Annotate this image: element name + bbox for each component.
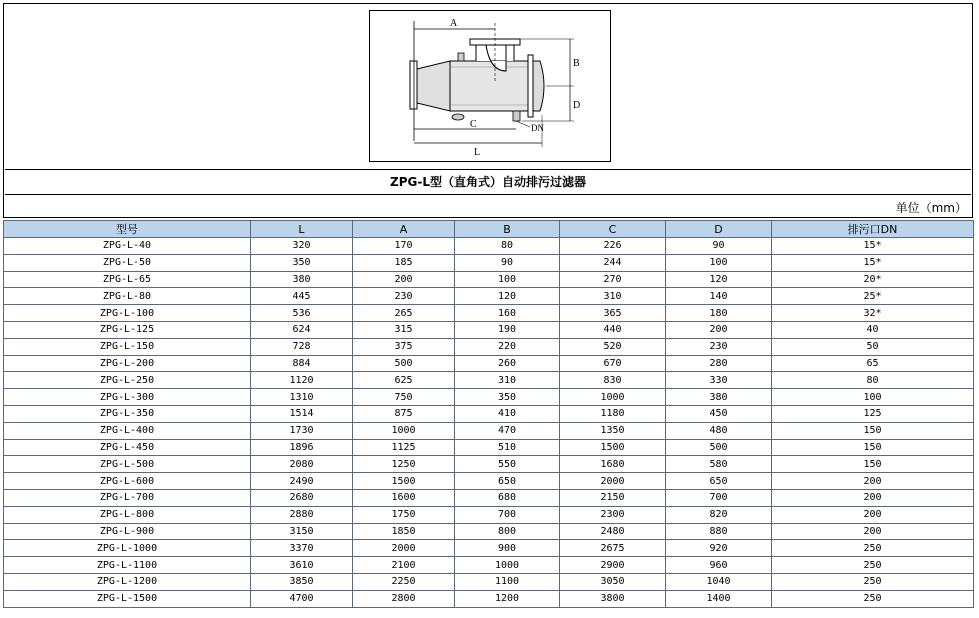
- table-cell: 2480: [560, 523, 666, 540]
- end-cap: [532, 61, 544, 111]
- table-cell: 2800: [353, 590, 455, 607]
- dim-l-label: L: [474, 147, 481, 158]
- table-row: [4, 355, 974, 372]
- table-cell: 250: [772, 540, 974, 557]
- model-cell: ZPG-L-200: [4, 355, 251, 372]
- table-cell: 100: [666, 254, 772, 271]
- table-cell: 230: [666, 338, 772, 355]
- end-flange: [528, 55, 533, 117]
- table-row: [4, 405, 974, 422]
- table-cell: 250: [772, 557, 974, 574]
- table-cell: 200: [772, 506, 974, 523]
- table-cell: 350: [251, 254, 353, 271]
- table-cell: 140: [666, 288, 772, 305]
- table-row: [4, 473, 974, 490]
- model-cell: ZPG-L-500: [4, 456, 251, 473]
- table-cell: 700: [455, 506, 560, 523]
- column-header: C: [560, 221, 666, 238]
- table-cell: 1680: [560, 456, 666, 473]
- table-cell: 4700: [251, 590, 353, 607]
- table-cell: 1350: [560, 422, 666, 439]
- table-cell: 1200: [455, 590, 560, 607]
- model-cell: ZPG-L-300: [4, 389, 251, 406]
- table-row: [4, 288, 974, 305]
- table-cell: 750: [353, 389, 455, 406]
- table-cell: 200: [772, 473, 974, 490]
- header-panel: [3, 3, 973, 218]
- table-cell: 470: [455, 422, 560, 439]
- inlet-flange: [410, 61, 417, 109]
- table-cell: 315: [353, 321, 455, 338]
- model-cell: ZPG-L-150: [4, 338, 251, 355]
- table-cell: 920: [666, 540, 772, 557]
- model-cell: ZPG-L-100: [4, 305, 251, 322]
- table-cell: 375: [353, 338, 455, 355]
- table-cell: 1896: [251, 439, 353, 456]
- table-cell: 410: [455, 405, 560, 422]
- dim-d-label: D: [573, 100, 581, 111]
- table-cell: 320: [251, 238, 353, 255]
- table-cell: 310: [560, 288, 666, 305]
- table-row: [4, 506, 974, 523]
- model-cell: ZPG-L-1500: [4, 590, 251, 607]
- table-row: [4, 456, 974, 473]
- table-cell: 1850: [353, 523, 455, 540]
- figure-area: [5, 5, 971, 170]
- model-cell: ZPG-L-65: [4, 271, 251, 288]
- table-cell: 265: [353, 305, 455, 322]
- table-cell: 440: [560, 321, 666, 338]
- table-row: [4, 372, 974, 389]
- table-cell: 15*: [772, 238, 974, 255]
- table-cell: 1500: [560, 439, 666, 456]
- table-cell: 100: [772, 389, 974, 406]
- model-cell: ZPG-L-700: [4, 489, 251, 506]
- table-cell: 445: [251, 288, 353, 305]
- table-cell: 3150: [251, 523, 353, 540]
- table-cell: 3850: [251, 573, 353, 590]
- column-header: B: [455, 221, 560, 238]
- column-header: L: [251, 221, 353, 238]
- table-cell: 100: [455, 271, 560, 288]
- table-cell: 500: [666, 439, 772, 456]
- table-cell: 1120: [251, 372, 353, 389]
- table-cell: 150: [772, 456, 974, 473]
- table-cell: 1500: [353, 473, 455, 490]
- table-cell: 125: [772, 405, 974, 422]
- table-cell: 180: [666, 305, 772, 322]
- table-header-row: [4, 221, 974, 238]
- table-cell: 880: [666, 523, 772, 540]
- table-cell: 90: [666, 238, 772, 255]
- table-cell: 1125: [353, 439, 455, 456]
- table-cell: 65: [772, 355, 974, 372]
- table-cell: 160: [455, 305, 560, 322]
- table-row: [4, 557, 974, 574]
- table-cell: 310: [455, 372, 560, 389]
- table-cell: 550: [455, 456, 560, 473]
- table-cell: 830: [560, 372, 666, 389]
- model-cell: ZPG-L-125: [4, 321, 251, 338]
- column-header: A: [353, 221, 455, 238]
- table-cell: 2675: [560, 540, 666, 557]
- table-cell: 1730: [251, 422, 353, 439]
- model-cell: ZPG-L-600: [4, 473, 251, 490]
- table-cell: 1000: [560, 389, 666, 406]
- table-cell: 15*: [772, 254, 974, 271]
- spec-table: [3, 220, 974, 608]
- table-cell: 80: [772, 372, 974, 389]
- table-cell: 3610: [251, 557, 353, 574]
- table-cell: 1180: [560, 405, 666, 422]
- table-row: [4, 489, 974, 506]
- table-cell: 1310: [251, 389, 353, 406]
- table-row: [4, 590, 974, 607]
- table-cell: 680: [455, 489, 560, 506]
- table-cell: 220: [455, 338, 560, 355]
- table-cell: 536: [251, 305, 353, 322]
- unit-label: 单位（mm）: [895, 201, 967, 215]
- table-cell: 80: [455, 238, 560, 255]
- table-cell: 120: [666, 271, 772, 288]
- table-cell: 244: [560, 254, 666, 271]
- table-body: [4, 238, 974, 608]
- table-cell: 1000: [455, 557, 560, 574]
- model-cell: ZPG-L-1000: [4, 540, 251, 557]
- table-cell: 2000: [353, 540, 455, 557]
- model-cell: ZPG-L-400: [4, 422, 251, 439]
- table-cell: 230: [353, 288, 455, 305]
- dim-a-label: A: [450, 18, 458, 29]
- table-cell: 3050: [560, 573, 666, 590]
- column-header: D: [666, 221, 772, 238]
- table-cell: 2680: [251, 489, 353, 506]
- table-cell: 226: [560, 238, 666, 255]
- table-cell: 1750: [353, 506, 455, 523]
- table-cell: 2150: [560, 489, 666, 506]
- model-cell: ZPG-L-40: [4, 238, 251, 255]
- table-cell: 1100: [455, 573, 560, 590]
- table-cell: 120: [455, 288, 560, 305]
- table-row: [4, 321, 974, 338]
- model-cell: ZPG-L-350: [4, 405, 251, 422]
- model-cell: ZPG-L-1100: [4, 557, 251, 574]
- model-cell: ZPG-L-900: [4, 523, 251, 540]
- table-cell: 200: [772, 523, 974, 540]
- table-cell: 1600: [353, 489, 455, 506]
- table-cell: 670: [560, 355, 666, 372]
- column-header: 型号: [4, 221, 251, 238]
- table-cell: 40: [772, 321, 974, 338]
- table-cell: 2250: [353, 573, 455, 590]
- table-cell: 728: [251, 338, 353, 355]
- table-cell: 350: [455, 389, 560, 406]
- table-row: [4, 573, 974, 590]
- table-cell: 260: [455, 355, 560, 372]
- table-row: [4, 439, 974, 456]
- dim-c-label: C: [470, 119, 477, 130]
- table-row: [4, 540, 974, 557]
- table-cell: 365: [560, 305, 666, 322]
- table-cell: 3800: [560, 590, 666, 607]
- column-header: 排污口DN: [772, 221, 974, 238]
- dim-b-label: B: [573, 58, 580, 69]
- inlet-cone: [417, 61, 450, 111]
- table-cell: 3370: [251, 540, 353, 557]
- table-cell: 1400: [666, 590, 772, 607]
- table-cell: 20*: [772, 271, 974, 288]
- table-cell: 2080: [251, 456, 353, 473]
- table-row: [4, 523, 974, 540]
- table-cell: 170: [353, 238, 455, 255]
- product-title: ZPG-L型（直角式）自动排污过滤器: [5, 170, 971, 195]
- table-cell: 800: [455, 523, 560, 540]
- table-cell: 150: [772, 422, 974, 439]
- table-cell: 25*: [772, 288, 974, 305]
- table-cell: 330: [666, 372, 772, 389]
- table-cell: 250: [772, 573, 974, 590]
- table-cell: 200: [772, 489, 974, 506]
- table-row: [4, 254, 974, 271]
- table-cell: 650: [455, 473, 560, 490]
- table-cell: 580: [666, 456, 772, 473]
- table-cell: 1000: [353, 422, 455, 439]
- model-cell: ZPG-L-1200: [4, 573, 251, 590]
- table-cell: 1040: [666, 573, 772, 590]
- table-cell: 200: [666, 321, 772, 338]
- table-cell: 625: [353, 372, 455, 389]
- filter-body: [450, 61, 532, 111]
- table-cell: 270: [560, 271, 666, 288]
- table-cell: 480: [666, 422, 772, 439]
- table-cell: 250: [772, 590, 974, 607]
- table-cell: 185: [353, 254, 455, 271]
- filter-diagram-svg: [370, 11, 610, 161]
- table-cell: 700: [666, 489, 772, 506]
- table-row: [4, 238, 974, 255]
- table-cell: 900: [455, 540, 560, 557]
- table-cell: 2000: [560, 473, 666, 490]
- table-cell: 280: [666, 355, 772, 372]
- table-cell: 90: [455, 254, 560, 271]
- table-cell: 200: [353, 271, 455, 288]
- table-cell: 380: [251, 271, 353, 288]
- table-row: [4, 422, 974, 439]
- table-cell: 820: [666, 506, 772, 523]
- table-row: [4, 305, 974, 322]
- model-cell: ZPG-L-250: [4, 372, 251, 389]
- table-row: [4, 271, 974, 288]
- table-cell: 50: [772, 338, 974, 355]
- table-cell: 32*: [772, 305, 974, 322]
- table-cell: 190: [455, 321, 560, 338]
- table-cell: 510: [455, 439, 560, 456]
- table-cell: 150: [772, 439, 974, 456]
- table-cell: 960: [666, 557, 772, 574]
- table-cell: 450: [666, 405, 772, 422]
- drain-outlet: [513, 111, 520, 121]
- table-cell: 520: [560, 338, 666, 355]
- table-cell: 2100: [353, 557, 455, 574]
- table-cell: 884: [251, 355, 353, 372]
- filter-drawing: [369, 10, 611, 162]
- table-cell: 2880: [251, 506, 353, 523]
- table-cell: 1250: [353, 456, 455, 473]
- table-cell: 2490: [251, 473, 353, 490]
- table-cell: 1514: [251, 405, 353, 422]
- table-row: [4, 389, 974, 406]
- table-cell: 2900: [560, 557, 666, 574]
- model-cell: ZPG-L-450: [4, 439, 251, 456]
- top-valve: [458, 53, 464, 61]
- table-cell: 624: [251, 321, 353, 338]
- table-cell: 650: [666, 473, 772, 490]
- table-cell: 2300: [560, 506, 666, 523]
- table-cell: 500: [353, 355, 455, 372]
- table-row: [4, 338, 974, 355]
- table-cell: 875: [353, 405, 455, 422]
- model-cell: ZPG-L-50: [4, 254, 251, 271]
- model-cell: ZPG-L-800: [4, 506, 251, 523]
- dim-dn-label: DN: [531, 123, 544, 133]
- model-cell: ZPG-L-80: [4, 288, 251, 305]
- table-cell: 380: [666, 389, 772, 406]
